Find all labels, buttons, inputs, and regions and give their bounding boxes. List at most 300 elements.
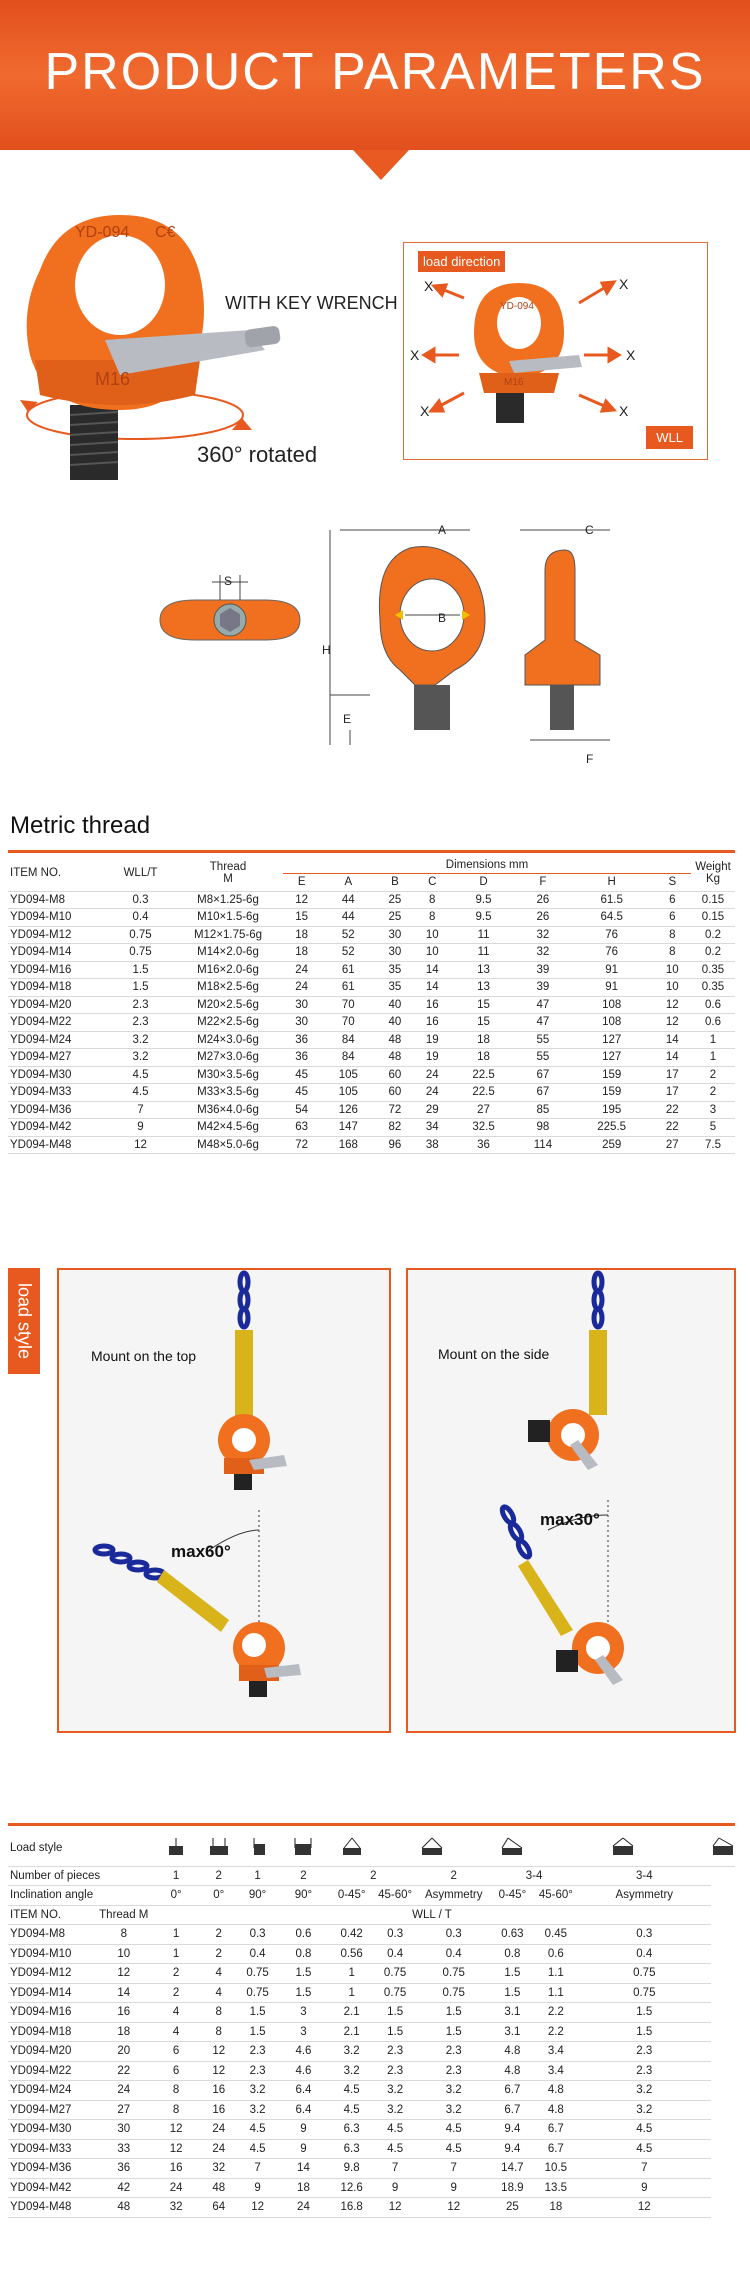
key-wrench-label: WITH KEY WRENCH (225, 293, 398, 313)
table-cell: 64.5 (570, 909, 654, 927)
table-cell: 259 (570, 1136, 654, 1154)
table-cell: M24×3.0-6g (173, 1031, 283, 1049)
table-cell: 22.5 (451, 1066, 516, 1084)
pieces-cell: 1 (238, 1866, 277, 1886)
table-cell: 3.2 (417, 2081, 491, 2101)
col-thread: Thread M (173, 856, 283, 891)
table-cell: 4.5 (373, 2120, 416, 2140)
table-cell: 40 (376, 996, 413, 1014)
sling-icon-single-side (238, 1830, 277, 1866)
table-header-row (8, 856, 735, 874)
load-direction-tag: load direction (418, 251, 505, 272)
table-cell: 2 (199, 1944, 238, 1964)
table-cell: 4 (199, 1964, 238, 1984)
table-cell: 16 (414, 996, 451, 1014)
table-cell: 0.3 (417, 1925, 491, 1945)
table-cell: 1 (153, 1925, 199, 1945)
table-cell: M33×3.5-6g (173, 1084, 283, 1102)
table-cell: 4.8 (534, 2100, 577, 2120)
table-cell: 0.45 (534, 1925, 577, 1945)
table-cell: 15 (283, 909, 320, 927)
table-cell: YD094-M16 (8, 961, 108, 979)
table-cell: 9 (277, 2139, 330, 2159)
table-cell: 16 (153, 2159, 199, 2179)
table-cell: 9 (417, 2178, 491, 2198)
table-cell: 3.2 (330, 2061, 374, 2081)
table-cell: 0.35 (691, 961, 735, 979)
metric-thread-title: Metric thread (10, 812, 151, 839)
table-cell: 25 (376, 909, 413, 927)
table-cell: 108 (570, 996, 654, 1014)
table-cell: 24 (95, 2081, 153, 2101)
table-cell: M20×2.5-6g (173, 996, 283, 1014)
table-cell: 2.1 (330, 2003, 374, 2023)
table-cell: 60 (376, 1084, 413, 1102)
table-row (8, 2042, 735, 2062)
table-cell: 48 (376, 1049, 413, 1067)
table-cell: YD094-M18 (8, 2022, 95, 2042)
table-cell: 16.8 (330, 2198, 374, 2218)
table-cell: 84 (320, 1031, 376, 1049)
table-cell: 8 (153, 2081, 199, 2101)
table-cell: 27 (451, 1101, 516, 1119)
table-cell: 1 (691, 1049, 735, 1067)
table-cell: YD094-M36 (8, 1101, 108, 1119)
table-cell: 22.5 (451, 1084, 516, 1102)
table-row (8, 1119, 735, 1137)
table-cell: 13 (451, 979, 516, 997)
table-cell: 19 (414, 1031, 451, 1049)
table-cell: 61 (320, 979, 376, 997)
table-cell: YD094-M33 (8, 2139, 95, 2159)
ring-stamp-size: M16 (95, 369, 131, 389)
mount-top-label: Mount on the top (91, 1348, 197, 1364)
table-cell: 3 (277, 2003, 330, 2023)
table-cell: 1.5 (277, 1983, 330, 2003)
table-cell: 4.5 (578, 2120, 711, 2140)
table-cell: M48×5.0-6g (173, 1136, 283, 1154)
x-mark: X (619, 276, 629, 292)
table-row (8, 2198, 735, 2218)
table-cell: 2.3 (373, 2061, 416, 2081)
table-row (8, 1983, 735, 2003)
table-cell: 0.75 (238, 1964, 277, 1984)
table-cell: 10 (654, 961, 691, 979)
table-cell: 3.2 (108, 1049, 173, 1067)
table-cell: YD094-M10 (8, 909, 108, 927)
table-cell: 2.2 (534, 2003, 577, 2023)
table-cell: 0.75 (108, 944, 173, 962)
table-cell: 0.75 (417, 1983, 491, 2003)
table-cell: 6.7 (534, 2139, 577, 2159)
table-cell: YD094-M48 (8, 2198, 95, 2218)
table-cell: 6.7 (491, 2100, 535, 2120)
table-cell: 30 (376, 944, 413, 962)
table-cell: 24 (153, 2178, 199, 2198)
table-cell: 76 (570, 944, 654, 962)
table-cell: 67 (516, 1084, 570, 1102)
col-dim-a: A (320, 874, 376, 892)
table-row (8, 2178, 735, 2198)
table-cell: 9.5 (451, 909, 516, 927)
table-cell: 4.5 (238, 2139, 277, 2159)
table-cell: 0.4 (238, 1944, 277, 1964)
ring-stamp-model: YD-094 (500, 301, 534, 312)
table-cell: 4 (153, 2022, 199, 2042)
table-cell: 12 (95, 1964, 153, 1984)
col-dim-e: E (283, 874, 320, 892)
table-cell: 0.8 (491, 1944, 535, 1964)
table-cell: 85 (516, 1101, 570, 1119)
table-cell: 11 (451, 944, 516, 962)
angle-cell: 0-45° (491, 1886, 535, 1906)
table-cell: 1.5 (373, 2022, 416, 2042)
table-cell: 36 (451, 1136, 516, 1154)
table-cell: 9 (373, 2178, 416, 2198)
table-cell: 55 (516, 1031, 570, 1049)
side-view (520, 530, 610, 740)
pieces-cell: 1 (153, 1866, 199, 1886)
table-cell: 72 (376, 1101, 413, 1119)
table-cell: 6.4 (277, 2081, 330, 2101)
table-cell: 9 (108, 1119, 173, 1137)
table-cell: 0.56 (330, 1944, 374, 1964)
table-cell: 0.2 (691, 926, 735, 944)
table-cell: YD094-M24 (8, 1031, 108, 1049)
table-cell: 18.9 (491, 2178, 535, 2198)
table-cell: 1.5 (491, 1964, 535, 1984)
panel-mount-top (57, 1268, 391, 1733)
table-cell: 22 (654, 1119, 691, 1137)
table-cell: 45 (283, 1066, 320, 1084)
table-cell: 4.8 (491, 2042, 535, 2062)
table-cell: 10.5 (534, 2159, 577, 2179)
table-cell: 34 (414, 1119, 451, 1137)
pieces-cell: 3-4 (491, 1866, 578, 1886)
panel-mount-side (406, 1268, 736, 1733)
table-cell: 12.6 (330, 2178, 374, 2198)
table-cell: 30 (95, 2120, 153, 2140)
table-row (8, 1101, 735, 1119)
col-dim-d: D (451, 874, 516, 892)
table-cell: 10 (414, 944, 451, 962)
sling-icon-single-vertical (153, 1830, 199, 1866)
pieces-cell: 2 (277, 1866, 330, 1886)
table-cell: 3 (691, 1101, 735, 1119)
table-row (8, 909, 735, 927)
table-cell: YD094-M12 (8, 1964, 95, 1984)
table-row (8, 2139, 735, 2159)
table-cell: 14 (414, 979, 451, 997)
table-cell: 82 (376, 1119, 413, 1137)
table-cell: 2.3 (578, 2061, 711, 2081)
table-row (8, 2003, 735, 2023)
table-cell: 32.5 (451, 1119, 516, 1137)
table-cell: 4.5 (108, 1066, 173, 1084)
table-cell: 0.8 (277, 1944, 330, 1964)
table-cell: 3.4 (534, 2042, 577, 2062)
table-cell: 6.7 (491, 2081, 535, 2101)
table-cell: 3.2 (373, 2081, 416, 2101)
sling-icon-multi-leg (534, 1830, 711, 1866)
page-title: PRODUCT PARAMETERS (44, 43, 706, 101)
table-cell: 1.5 (108, 979, 173, 997)
table-cell: 0.4 (578, 1944, 711, 1964)
table-cell: 7 (578, 2159, 711, 2179)
table-cell: 9 (578, 2178, 711, 2198)
table-cell: 0.2 (691, 944, 735, 962)
table-cell: 6.3 (330, 2120, 374, 2140)
table-cell: 2 (199, 1925, 238, 1945)
table-cell: 0.3 (373, 1925, 416, 1945)
table-cell: 3.4 (534, 2061, 577, 2081)
angle-cell: 45-60° (534, 1886, 577, 1906)
table-row (8, 1136, 735, 1154)
table-cell: 35 (376, 961, 413, 979)
table-cell: 14 (654, 1049, 691, 1067)
load-style-tag: load style (8, 1268, 40, 1374)
table-cell: 10 (414, 926, 451, 944)
col-weight: Weight Kg (691, 856, 735, 891)
table-cell: 1.5 (373, 2003, 416, 2023)
table-cell: 0.4 (417, 1944, 491, 1964)
table-cell: 1.5 (578, 2022, 711, 2042)
table-cell: 2.3 (417, 2061, 491, 2081)
table-cell: 8 (654, 926, 691, 944)
table-cell: 91 (570, 961, 654, 979)
table-cell: YD094-M33 (8, 1084, 108, 1102)
table-cell: 8 (654, 944, 691, 962)
table-row (8, 1049, 735, 1067)
table-cell: 0.75 (417, 1964, 491, 1984)
table-cell: 6 (153, 2042, 199, 2062)
angle-cell: 0° (153, 1886, 199, 1906)
table-cell: 12 (578, 2198, 711, 2218)
table-cell: M10×1.5-6g (173, 909, 283, 927)
table-cell: 4 (153, 2003, 199, 2023)
table-cell: 67 (516, 1066, 570, 1084)
table-cell: 3.1 (491, 2022, 535, 2042)
table-cell: 5 (691, 1119, 735, 1137)
table-cell: 39 (516, 979, 570, 997)
table-cell: 2 (153, 1964, 199, 1984)
table-cell: 25 (491, 2198, 535, 2218)
table-cell: 27 (654, 1136, 691, 1154)
table-cell: YD094-M42 (8, 2178, 95, 2198)
table-cell: 4 (199, 1983, 238, 2003)
table-cell: 0.42 (330, 1925, 374, 1945)
table-cell: 3.2 (238, 2081, 277, 2101)
dim-label-e: E (343, 712, 352, 726)
table-cell: 6.7 (534, 2120, 577, 2140)
table-cell: 84 (320, 1049, 376, 1067)
table-cell: M42×4.5-6g (173, 1119, 283, 1137)
table-cell: 3.2 (330, 2042, 374, 2062)
table-cell: 36 (283, 1031, 320, 1049)
table-cell: 12 (108, 1136, 173, 1154)
table-cell: 12 (283, 891, 320, 909)
table-cell: 22 (654, 1101, 691, 1119)
table-cell: YD094-M8 (8, 891, 108, 909)
section-divider (8, 1823, 735, 1826)
dimension-drawing (150, 490, 650, 780)
table-cell: 4.5 (108, 1084, 173, 1102)
table-cell: 14 (654, 1031, 691, 1049)
table-cell: 12 (654, 1014, 691, 1032)
table-cell: 0.75 (108, 926, 173, 944)
table-cell: 76 (570, 926, 654, 944)
table-cell: 3.2 (238, 2100, 277, 2120)
table-cell: 98 (516, 1119, 570, 1137)
table-cell: 16 (95, 2003, 153, 2023)
rotation-label: 360° rotated (197, 442, 318, 467)
table-cell: 0.6 (691, 996, 735, 1014)
table-cell: 2.3 (108, 996, 173, 1014)
table-cell: 4.6 (277, 2061, 330, 2081)
table-cell: 36 (283, 1049, 320, 1067)
table-cell: 126 (320, 1101, 376, 1119)
table-cell: M12×1.75-6g (173, 926, 283, 944)
table-cell: 127 (570, 1049, 654, 1067)
table-row (8, 944, 735, 962)
table-cell: 10 (654, 979, 691, 997)
dim-label-f: F (586, 752, 594, 766)
table-cell: 55 (516, 1049, 570, 1067)
table-cell: 108 (570, 1014, 654, 1032)
table-cell: 48 (199, 2178, 238, 2198)
table-cell: M18×2.5-6g (173, 979, 283, 997)
sling-icon-double-side (277, 1830, 330, 1866)
table-cell: 4.6 (277, 2042, 330, 2062)
table-cell: 24 (199, 2120, 238, 2140)
table-cell: 32 (199, 2159, 238, 2179)
table-row (8, 2061, 735, 2081)
angle-label-60: max60° (171, 1542, 231, 1561)
table-cell: 2 (691, 1084, 735, 1102)
table-cell: M27×3.0-6g (173, 1049, 283, 1067)
table-cell: 18 (451, 1049, 516, 1067)
table-cell: 105 (320, 1066, 376, 1084)
table-cell: 1.1 (534, 1964, 577, 1984)
ring-stamp-ce: C€ (155, 224, 176, 241)
table-row (8, 1964, 735, 1984)
table-cell: 0.75 (238, 1983, 277, 2003)
col-dim-b: B (376, 874, 413, 892)
table-cell: 12 (373, 2198, 416, 2218)
pieces-cell: 2 (199, 1866, 238, 1886)
table-cell: 24 (277, 2198, 330, 2218)
table-cell: 18 (283, 926, 320, 944)
wll-table (8, 1830, 735, 2218)
sling-icon-double-vertical (199, 1830, 238, 1866)
table-cell: M16×2.0-6g (173, 961, 283, 979)
table-cell: 8 (199, 2003, 238, 2023)
table-cell: 3 (277, 2022, 330, 2042)
row-label-pieces: Number of pieces (8, 1866, 153, 1886)
table-cell: M22×2.5-6g (173, 1014, 283, 1032)
table-cell: 9.4 (491, 2120, 535, 2140)
table-cell: 0.3 (108, 891, 173, 909)
table-cell: YD094-M18 (8, 979, 108, 997)
table-cell: 2.3 (373, 2042, 416, 2062)
table-cell: 63 (283, 1119, 320, 1137)
table-cell: 24 (414, 1084, 451, 1102)
table-cell: 0.4 (108, 909, 173, 927)
table-cell: 27 (95, 2100, 153, 2120)
table-cell: 12 (153, 2139, 199, 2159)
table-row (8, 1084, 735, 1102)
table-cell: 9 (277, 2120, 330, 2140)
table-cell: 64 (199, 2198, 238, 2218)
table-cell: 0.75 (373, 1964, 416, 1984)
table-cell: 1.5 (108, 961, 173, 979)
table-row (8, 2120, 735, 2140)
col-wll: WLL/T (108, 856, 173, 891)
table-cell: 11 (451, 926, 516, 944)
table-cell: 3.2 (373, 2100, 416, 2120)
x-mark: X (420, 403, 430, 419)
table-cell: 1.5 (417, 2003, 491, 2023)
table-cell: YD094-M16 (8, 2003, 95, 2023)
x-mark: X (619, 403, 629, 419)
table-cell: 17 (654, 1084, 691, 1102)
table-cell: 168 (320, 1136, 376, 1154)
table-cell: M36×4.0-6g (173, 1101, 283, 1119)
angle-cell: Asymmetry (578, 1886, 711, 1906)
table-cell: 48 (376, 1031, 413, 1049)
table-cell: 7 (373, 2159, 416, 2179)
col-dim-f: F (516, 874, 570, 892)
table-cell: 22 (95, 2061, 153, 2081)
table-cell: 0.15 (691, 909, 735, 927)
pieces-cell: 2 (330, 1866, 417, 1886)
wll-tag: WLL (646, 426, 693, 449)
table-row (8, 1944, 735, 1964)
table-cell: 1.5 (277, 1964, 330, 1984)
sling-icon-asymmetry (491, 1830, 535, 1866)
table-cell: 8 (95, 1925, 153, 1945)
angle-cell: 45-60° (373, 1886, 416, 1906)
table-cell: 32 (153, 2198, 199, 2218)
table-cell: 48 (95, 2198, 153, 2218)
table-row (8, 2159, 735, 2179)
table-cell: 9 (238, 2178, 277, 2198)
table-cell: 52 (320, 926, 376, 944)
metric-thread-table (8, 856, 735, 1154)
angle-cell: 0-45° (330, 1886, 374, 1906)
table-cell: YD094-M14 (8, 944, 108, 962)
table-cell: 14.7 (491, 2159, 535, 2179)
table-cell: 40 (376, 1014, 413, 1032)
table-cell: 12 (238, 2198, 277, 2218)
table-cell: 2.3 (578, 2042, 711, 2062)
table-row (8, 1066, 735, 1084)
table-cell: 16 (199, 2081, 238, 2101)
col-dimensions: Dimensions mm (283, 856, 691, 874)
table-cell: YD094-M27 (8, 2100, 95, 2120)
table-cell: 0.75 (373, 1983, 416, 2003)
angle-cell: 90° (277, 1886, 330, 1906)
section-divider (8, 850, 735, 853)
mount-side-illustration (408, 1270, 734, 1730)
table-cell: YD094-M12 (8, 926, 108, 944)
table-cell: 7 (108, 1101, 173, 1119)
table-cell: YD094-M24 (8, 2081, 95, 2101)
table-cell: 0.6 (691, 1014, 735, 1032)
table-cell: 9.4 (491, 2139, 535, 2159)
table-cell: 30 (283, 996, 320, 1014)
banner-arrow (353, 150, 409, 180)
